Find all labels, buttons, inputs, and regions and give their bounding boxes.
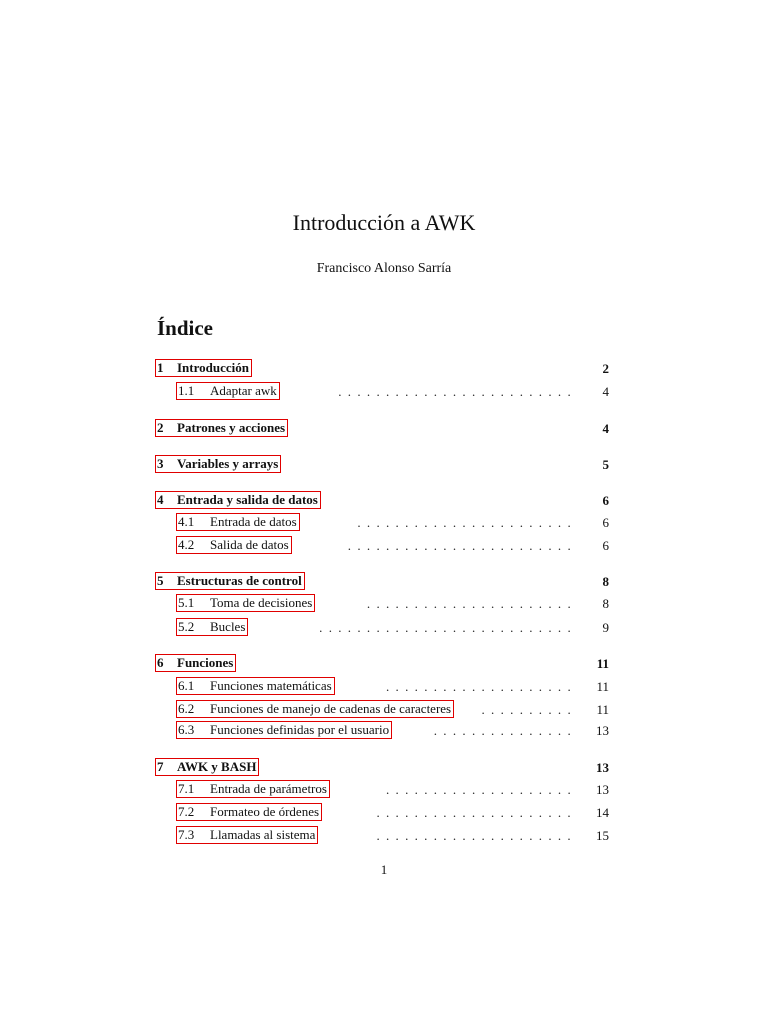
toc-entry-page: 14: [596, 805, 609, 820]
toc-entry-page: 8: [602, 596, 609, 611]
toc-leader-dots: ......................: [366, 596, 577, 611]
toc-entry-number: 6.1: [178, 678, 195, 693]
toc-entry-label: Entrada de datos: [210, 514, 297, 529]
toc-entry-page: 11: [596, 656, 609, 671]
toc-entry-label: Funciones definidas por el usuario: [210, 722, 390, 737]
toc-entry-page: 11: [596, 679, 609, 694]
toc-entry-label: AWK y BASH: [177, 759, 257, 774]
toc-entry-link[interactable]: [177, 781, 329, 797]
toc-entry-label: Variables y arrays: [177, 456, 279, 471]
toc-leader-dots: ........................: [347, 538, 577, 553]
toc-entry-label: Adaptar awk: [210, 383, 277, 398]
toc-entry-page: 13: [596, 782, 609, 797]
toc-entry-link[interactable]: [156, 655, 235, 671]
document-title: Introducción a AWK: [292, 210, 476, 235]
toc-entry-page: 8: [602, 574, 609, 589]
toc-subsection-row: [156, 618, 609, 638]
toc-entry-link[interactable]: [156, 573, 304, 589]
toc-entry-page: 2: [602, 361, 609, 376]
document-author: Francisco Alonso Sarría: [316, 261, 452, 276]
toc-leader-dots: ....................: [386, 679, 577, 694]
toc-entry-label: Patrones y acciones: [177, 420, 286, 435]
toc-subsection-row: [156, 677, 609, 697]
toc-leader-dots: .......................: [357, 515, 577, 530]
toc-entry-link[interactable]: [177, 827, 317, 843]
toc-entry-number: 5.2: [178, 619, 195, 634]
toc-subsection-row: [156, 513, 609, 533]
toc-section-row: [156, 572, 609, 592]
toc-entry-label: Formateo de órdenes: [210, 804, 320, 819]
toc-subsection-row: [156, 721, 609, 741]
toc-entry-number: 5.1: [178, 595, 195, 610]
toc-leader-dots: .....................: [376, 805, 577, 820]
toc-entry-number: 1.1: [178, 383, 195, 398]
toc-entry-link[interactable]: [177, 619, 247, 635]
toc-entry-number: 4: [157, 492, 164, 507]
toc-entry-number: 3: [157, 456, 164, 471]
toc-entry-number: 4.1: [178, 514, 195, 529]
toc-entry-link[interactable]: [156, 456, 280, 472]
toc-entry-link[interactable]: [177, 595, 314, 611]
toc-entry-link[interactable]: [177, 383, 279, 399]
toc-entry-link[interactable]: [177, 678, 334, 694]
toc-entry-link[interactable]: [177, 514, 299, 530]
toc-entry-page: 15: [596, 828, 609, 843]
toc-entry-number: 6: [157, 655, 164, 670]
toc-leader-dots: .........................: [338, 384, 577, 399]
toc-entry-label: Funciones: [177, 655, 234, 670]
toc-section-row: [156, 758, 609, 778]
toc-subsection-row: [156, 826, 609, 846]
toc-entry-link[interactable]: [177, 701, 453, 717]
toc-subsection-row: [156, 780, 609, 800]
page-number: 1: [380, 862, 388, 877]
toc-entry-link[interactable]: [177, 804, 321, 820]
index-heading: Índice: [157, 316, 214, 340]
toc-entry-label: Entrada y salida de datos: [177, 492, 318, 507]
toc-subsection-row: [156, 536, 609, 556]
toc-entry-link[interactable]: [156, 420, 287, 436]
toc-entry-number: 7.3: [178, 827, 195, 842]
toc-section-row: [156, 419, 609, 439]
toc-entry-page: 4: [602, 384, 609, 399]
toc-entry-page: 6: [602, 515, 609, 530]
toc-entry-page: 4: [602, 421, 609, 436]
toc-entry-link[interactable]: [177, 722, 391, 738]
toc-entry-label: Funciones matemáticas: [210, 678, 332, 693]
toc-entry-link[interactable]: [156, 759, 258, 775]
toc-entry-label: Bucles: [210, 619, 246, 634]
toc-entry-label: Toma de decisiones: [210, 595, 313, 610]
toc-entry-number: 7.2: [178, 804, 195, 819]
toc-entry-number: 7: [157, 759, 164, 774]
toc-entry-link[interactable]: [156, 360, 251, 376]
toc-entry-label: Salida de datos: [210, 537, 289, 552]
toc-entry-number: 5: [157, 573, 164, 588]
toc-entry-page: 13: [596, 723, 609, 738]
toc-entry-link[interactable]: [156, 492, 320, 508]
toc-section-row: [156, 654, 609, 674]
toc-section-row: [156, 359, 609, 379]
toc-subsection-row: [156, 700, 609, 720]
toc-entry-page: 6: [602, 538, 609, 553]
toc-subsection-row: [156, 594, 609, 614]
toc-entry-number: 1: [157, 360, 164, 375]
toc-entry-page: 13: [596, 760, 609, 775]
toc-subsection-row: [156, 382, 609, 402]
toc-section-row: [156, 455, 609, 475]
toc-entry-number: 6.3: [178, 722, 195, 737]
toc-entry-page: 11: [596, 702, 609, 717]
toc-entry-label: Introducción: [177, 360, 249, 375]
toc-section-row: [156, 491, 609, 511]
toc-entry-page: 6: [602, 493, 609, 508]
toc-subsection-row: [156, 803, 609, 823]
toc-entry-label: Llamadas al sistema: [210, 827, 316, 842]
toc-entry-link[interactable]: [177, 537, 291, 553]
toc-entry-label: Estructuras de control: [177, 573, 302, 588]
toc-entry-number: 7.1: [178, 781, 195, 796]
toc-entry-page: 5: [602, 457, 609, 472]
toc-leader-dots: .....................: [376, 828, 577, 843]
toc-entry-number: 6.2: [178, 701, 195, 716]
toc-leader-dots: ...........................: [319, 620, 577, 635]
toc-entry-number: 2: [157, 420, 164, 435]
toc-entry-label: Entrada de parámetros: [210, 781, 327, 796]
toc-leader-dots: ....................: [386, 782, 577, 797]
toc-entry-label: Funciones de manejo de cadenas de caracteres: [210, 701, 452, 716]
toc-leader-dots: ..........: [481, 702, 577, 717]
toc-entry-number: 4.2: [178, 537, 195, 552]
toc-leader-dots: ...............: [433, 723, 577, 738]
toc-entry-page: 9: [602, 620, 609, 635]
